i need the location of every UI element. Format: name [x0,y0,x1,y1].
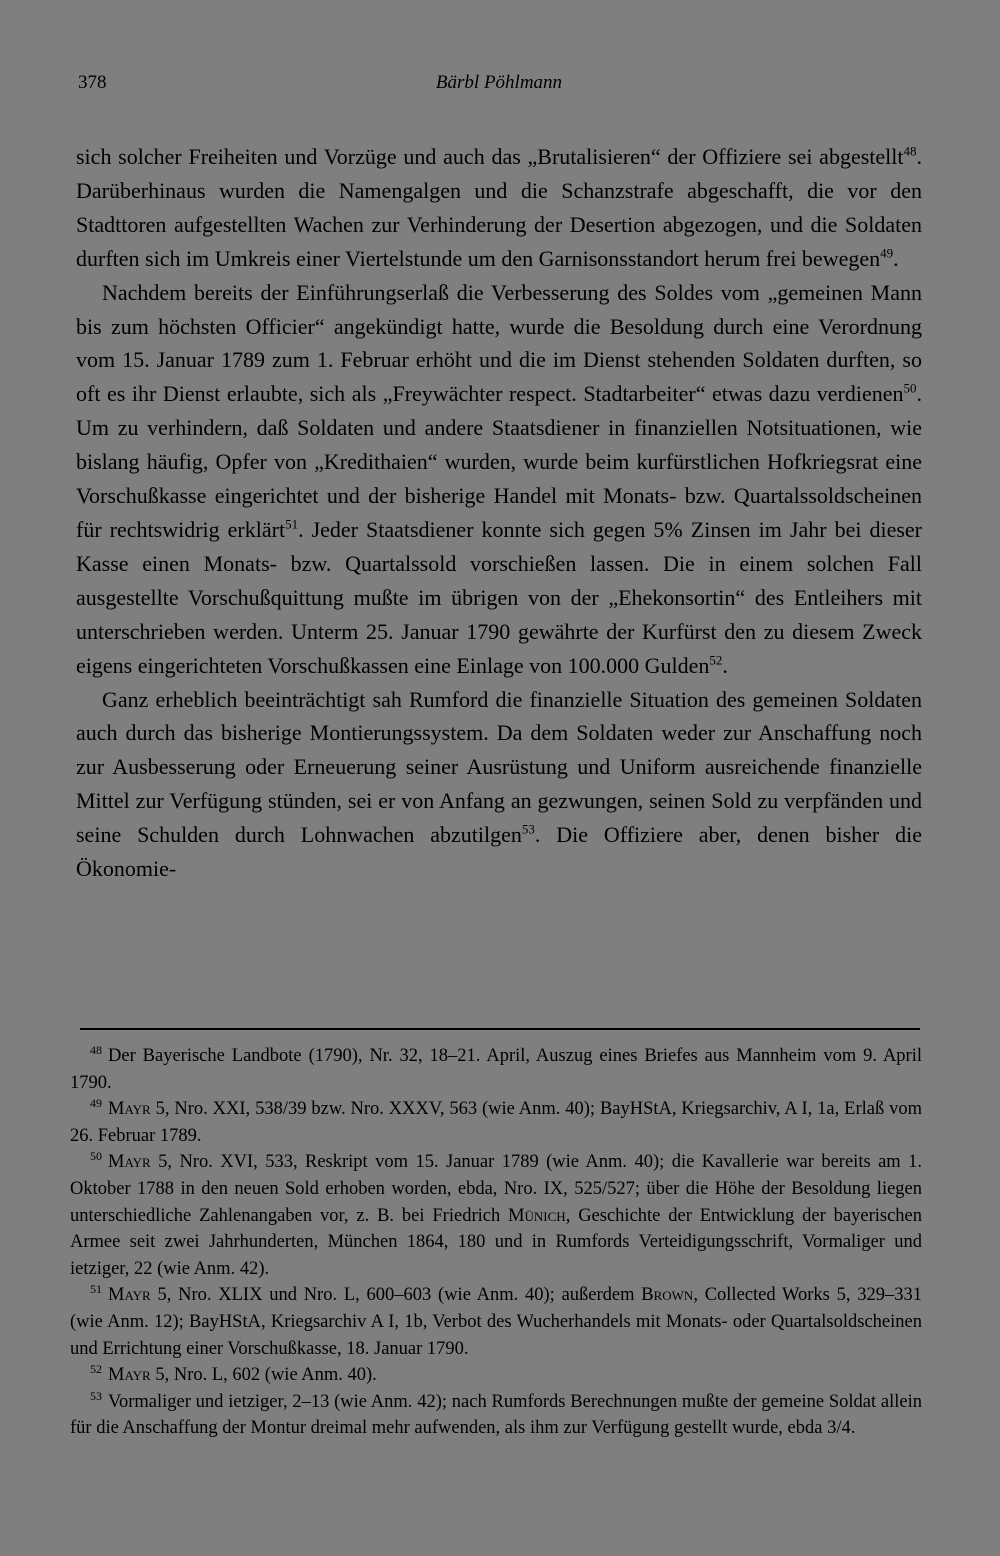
author-name: Mayr [108,1365,151,1386]
paragraph-1 [76,140,922,276]
main-text [76,140,922,886]
footnote-text: Vormaliger und ietziger, 2–13 (wie Anm. 42); nach Rumfords Berechnungen mußte der gemeine Soldat allein für die Anschaffung der Montur dreimal mehr aufwenden, als ihm zur Verfügung gestellt wurde, ebda 3/4. [70,1391,922,1439]
footnote-number: 49 [90,1096,102,1111]
author-name: Brown [641,1285,694,1306]
footnote-text: 5, Nro. L, 602 (wie Anm. 40). [150,1365,377,1386]
footnote-number: 52 [90,1361,102,1376]
author-name: Mayr [108,1285,151,1306]
footnotes [70,1043,922,1442]
footnote-text: 5, Nro. XVI, 533, Reskript vom 15. Januar 1789 (wie Anm. 40); die Kavallerie war bereits am 1. Oktober 1788 in den neuen Sold erhoben worden, ebda, Nro. IX, 525/527; über die Höhe der Besoldung liegen unterschiedliche Zahlenangaben vor, z. B. bei Friedrich [70,1152,922,1226]
footnote-text: , Collected Works 5, 329–331 (wie Anm. 12); BayHStA, Kriegsarchiv A I, 1b, Verbot des Wucherhandels mit Monats- oder Quartalsoldscheinen und Errichtung einer Vorschußkasse, 18. Januar 1790. [70,1285,922,1359]
footnote-49 [70,1096,922,1149]
footnote-ref: 49 [880,245,894,261]
text-span: . Um zu verhindern, daß Soldaten und andere Staatsdiener in finanziellen Notsituationen, wie bislang häufig, Opfer von „Kredithaien“ wurden, wurde beim kurfürstlichen Hofkriegsrat eine Vorschußkasse eingerichtet und der bisherige Handel mit Monats- bzw. Quartalssoldscheinen für rechtswidrig erklärt [76,381,922,542]
footnote-text: 5, Nro. XLIX und Nro. L, 600–603 (wie Anm. 40); außerdem [150,1285,642,1306]
footnote-text: , Geschichte der Entwicklung der bayerischen Armee seit zwei Jahrhunderten, München 1864, 180 und in Rumfords Verteidigungsschrift, Vormaliger und ietziger, 22 (wie Anm. 42). [70,1205,922,1279]
text-span: Nachdem bereits der Einführungserlaß die Verbesserung des Soldes vom „gemeinen Mann bis zum höchsten Officier“ angekündigt hatte, wurde die Besoldung durch eine Verordnung vom 15. Januar 1789 zum 1. Februar erhöht und die im Dienst stehenden Soldaten durften, so oft es ihr Dienst erlaubte, sich als „Freywächter respect. Stadtarbeiter“ etwas dazu verdienen [76,279,922,407]
paragraph-2 [76,276,922,683]
author-name: Mayr [108,1099,151,1120]
footnote-ref: 52 [709,652,723,668]
footnote-50 [70,1149,922,1282]
footnote-text: Der Bayerische Landbote (1790), Nr. 32, 18–21. April, Auszug eines Briefes aus Mannheim vom 9. April 1790. [70,1046,922,1093]
footnote-52 [70,1362,922,1389]
footnote-text: 5, Nro. XXI, 538/39 bzw. Nro. XXXV, 563 (wie Anm. 40); BayHStA, Kriegsarchiv, A I, 1a, Erlaß vom 26. Februar 1789. [70,1099,922,1146]
text-span: . Darüberhinaus wurden die Namengalgen und die Schanzstrafe abgeschafft, die vor den Stadttoren aufgestellten Wachen zur Verhinderung der Desertion abgezogen, und die Soldaten durften sich im Umkreis einer Viertelstunde um den Garnisonsstandort herum frei bewegen [76,144,922,271]
footnote-ref: 50 [903,381,917,397]
footnote-separator [80,1028,920,1030]
footnote-51 [70,1282,922,1362]
author-name: Mayr [108,1152,151,1173]
paragraph-3 [76,683,922,886]
footnote-number: 48 [90,1042,102,1057]
footnote-ref: 51 [285,516,299,532]
footnote-ref: 48 [903,143,917,159]
footnote-number: 51 [90,1282,102,1297]
text-span: . [893,245,899,271]
footnote-ref: 53 [521,821,535,837]
text-span: . Die Offiziere aber, denen bisher die Ökonomie- [76,822,922,882]
footnote-48 [70,1043,922,1096]
author-name: Münich [508,1205,566,1226]
footnote-number: 50 [90,1149,102,1164]
footnote-number: 53 [90,1388,102,1403]
text-span: . Jeder Staatsdiener konnte sich gegen 5% Zinsen im Jahr bei dieser Kasse einen Monats- bzw. Quartalssold vorschießen lassen. Die in einem solchen Fall ausgestellte Vorschußquittung mußte im übrigen von der „Ehekonsortin“ des Entleihers mit unterschrieben werden. Unterm 25. Januar 1790 gewährte der Kurfürst den zu diesem Zweck eigens eingerichteten Vorschußkassen eine Einlage von 100.000 Gulden [76,516,922,678]
text-span: . [722,652,728,678]
text-span: Ganz erheblich beeinträchtigt sah Rumford die finanzielle Situation des gemeinen Soldaten auch durch das bisherige Montierungssystem. Da dem Soldaten weder zur Anschaffung noch zur Ausbesserung oder Erneuerung seiner Ausrüstung und Uniform ausreichende finanzielle Mittel zur Verfügung stünden, sei er von Anfang an gezwungen, seinen Sold zu verpfänden und seine Schulden durch Lohnwachen abzutilgen [76,686,922,848]
running-head: Bärbl Pöhlmann [435,72,563,93]
footnote-53 [70,1389,922,1442]
text-span: sich solcher Freiheiten und Vorzüge und auch das „Brutalisieren“ der Offiziere sei abgestellt [76,144,904,169]
page-number: 378 [78,72,107,93]
page-header [78,72,920,102]
